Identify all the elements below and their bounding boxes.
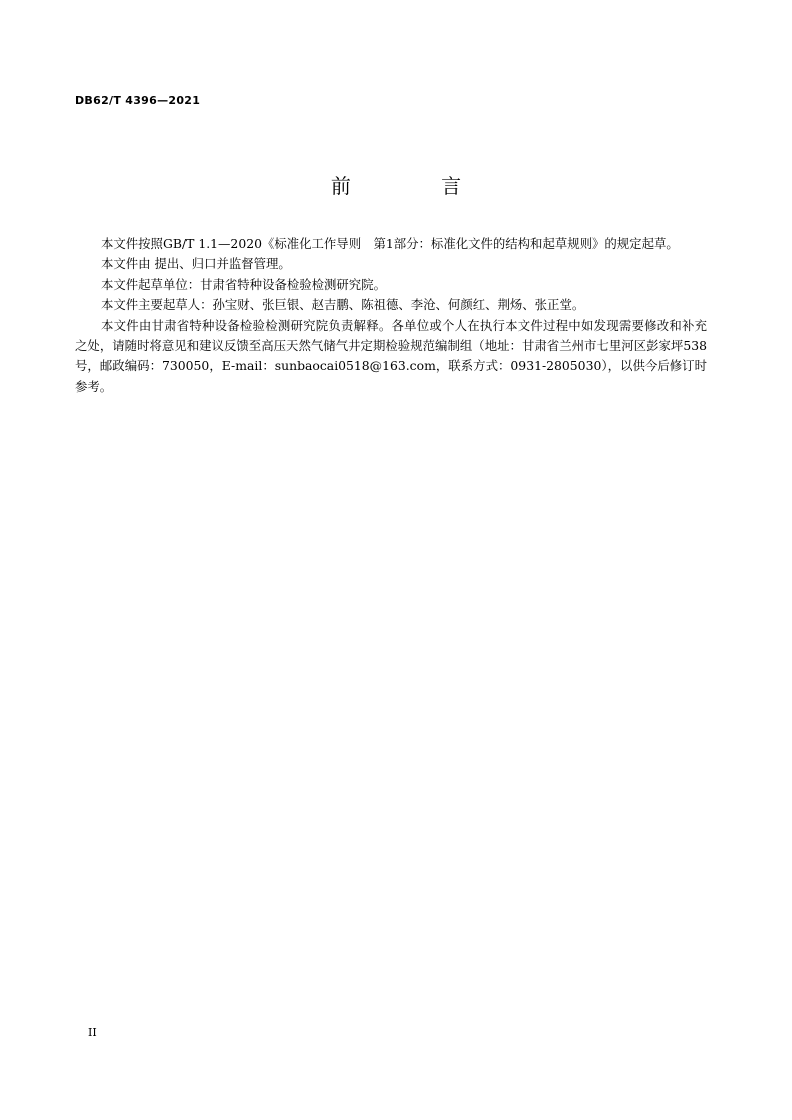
paragraph-proposer: 本文件由 提出、归口并监督管理。 [101, 256, 291, 272]
page-title: 前 言 [330, 174, 504, 198]
paragraph-drafting-rules: 本文件按照GB/T 1.1—2020《标准化工作导则 第1部分：标准化文件的结构和起草规则》的规定起草。 [101, 236, 679, 251]
paragraph-drafting-unit: 本文件起草单位：甘肃省特种设备检验检测研究院。 [101, 276, 386, 292]
paragraph-drafters: 本文件主要起草人：孙宝财、张巨银、赵吉鹏、陈祖德、李沧、何颜红、荆炀、张正堂。 [101, 297, 585, 313]
paragraph-interpretation-contact: 本文件由甘肃省特种设备检验检测研究院负责解释。各单位或个人在执行本文件过程中如发现需要修改和补充之处，请随时将意见和建议反馈至高压天然气储气井定期检验规范编制组（地址：甘肃省兰州市七里河区彭家坪538号，邮政编码：730050，E-mail：sunbaocai0518@163.com，联系方式：0931-2805030），以供今后修订时参考。 [75, 317, 707, 394]
standard-code: DB62/T 4396—2021 [75, 94, 201, 107]
foreword-body [75, 234, 707, 397]
page-number: II [88, 1026, 97, 1039]
